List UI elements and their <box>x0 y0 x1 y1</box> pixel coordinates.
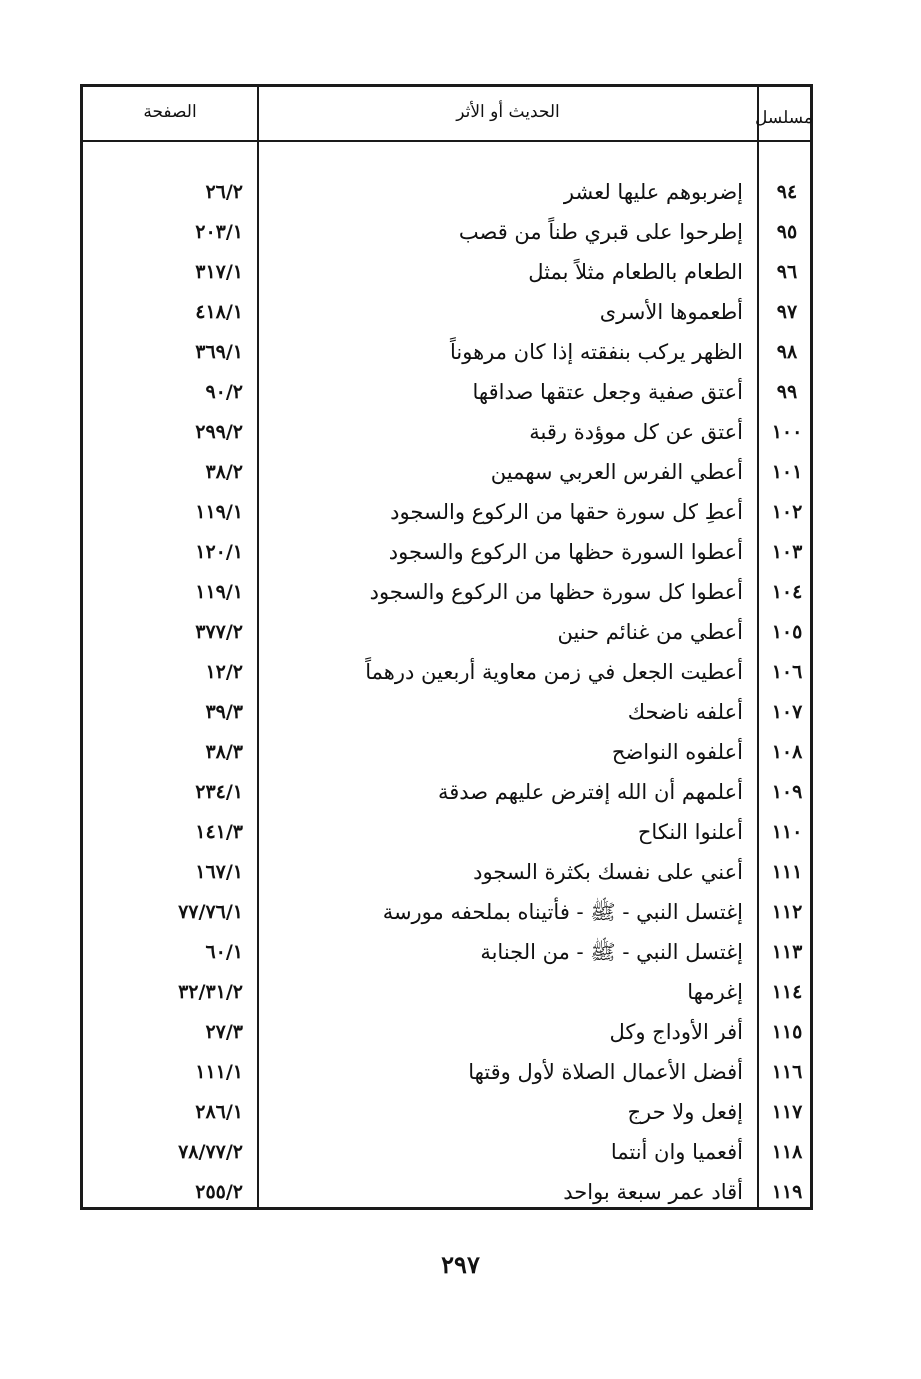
row-page-ref: ٢٦/٢ <box>205 181 243 203</box>
table-row <box>83 932 810 972</box>
row-serial: ١١٣ <box>771 941 803 963</box>
row-hadith-text: أقاد عمر سبعة بواحد <box>563 1180 743 1204</box>
row-page-ref: ٧٧/٧٦/١ <box>178 901 243 923</box>
row-hadith-text: أعطي من غنائم حنين <box>557 620 743 644</box>
table-row <box>83 812 810 852</box>
row-hadith-text: أعني على نفسك بكثرة السجود <box>473 860 743 884</box>
row-hadith-text: أعلفوه النواضح <box>611 740 743 764</box>
row-hadith-text: إضربوهم عليها لعشر <box>563 180 743 204</box>
row-hadith-text: أعتق عن كل موؤدة رقبة <box>529 420 743 444</box>
header-serial: مسلسل <box>755 108 813 128</box>
row-page-ref: ١١١/١ <box>195 1061 243 1083</box>
row-hadith-text: أعطِ كل سورة حقها من الركوع والسجود <box>390 500 743 524</box>
table-row <box>83 1052 810 1092</box>
table-row <box>83 732 810 772</box>
row-page-ref: ٢٧/٣ <box>205 1021 243 1043</box>
row-page-ref: ٣٧٧/٢ <box>195 621 243 643</box>
index-table <box>80 84 813 1210</box>
row-page-ref: ٤١٨/١ <box>195 301 243 323</box>
table-row <box>83 1012 810 1052</box>
table-row <box>83 852 810 892</box>
row-page-ref: ١٦٧/١ <box>195 861 243 883</box>
row-serial: ٩٧ <box>776 301 798 323</box>
row-serial: ١١٠ <box>771 821 803 843</box>
table-row <box>83 212 810 252</box>
row-hadith-text: أعطوا كل سورة حظها من الركوع والسجود <box>369 580 743 604</box>
table-row <box>83 692 810 732</box>
row-hadith-text: أعطيت الجعل في زمن معاوية أربعين درهماً <box>365 660 743 684</box>
row-page-ref: ٣٨/٣ <box>205 741 243 763</box>
row-page-ref: ٣١٧/١ <box>195 261 243 283</box>
row-page-ref: ٣٨/٢ <box>205 461 243 483</box>
table-row <box>83 252 810 292</box>
row-hadith-text: أعلمهم أن الله إفترض عليهم صدقة <box>437 780 743 804</box>
row-serial: ١١٥ <box>771 1021 803 1043</box>
table-row <box>83 652 810 692</box>
table-row <box>83 492 810 532</box>
table-header <box>83 87 813 142</box>
row-page-ref: ١١٩/١ <box>195 581 243 603</box>
row-hadith-text: أعلنوا النكاح <box>637 820 743 844</box>
row-page-ref: ١٢٠/١ <box>195 541 243 563</box>
table-row <box>83 612 810 652</box>
row-serial: ٩٤ <box>776 181 798 203</box>
row-page-ref: ٢٨٦/١ <box>195 1101 243 1123</box>
page-number: ٢٩٧ <box>441 1250 480 1279</box>
row-serial: ١٠٩ <box>771 781 803 803</box>
header-page: الصفحة <box>143 102 197 122</box>
row-page-ref: ٣٦٩/١ <box>195 341 243 363</box>
table-row <box>83 572 810 612</box>
row-page-ref: ٢٩٩/٢ <box>195 421 243 443</box>
table-row <box>83 532 810 572</box>
table-row <box>83 1092 810 1132</box>
row-page-ref: ١١٩/١ <box>195 501 243 523</box>
row-page-ref: ٧٨/٧٧/٢ <box>178 1141 243 1163</box>
row-serial: ١٠٧ <box>771 701 803 723</box>
table-row <box>83 372 810 412</box>
row-hadith-text: إغتسل النبي - ﷺ - من الجنابة <box>480 940 743 964</box>
table-row <box>83 972 810 1012</box>
table-row <box>83 772 810 812</box>
row-serial: ١٠٤ <box>771 581 803 603</box>
row-hadith-text: أطعموها الأسرى <box>599 300 743 324</box>
row-serial: ٩٩ <box>776 381 798 403</box>
table-row <box>83 412 810 452</box>
row-page-ref: ٦٠/١ <box>205 941 243 963</box>
row-serial: ١٠٥ <box>771 621 803 643</box>
row-serial: ١١٤ <box>771 981 803 1003</box>
row-hadith-text: الظهر يركب بنفقته إذا كان مرهوناً <box>449 340 743 364</box>
row-serial: ١١٨ <box>771 1141 803 1163</box>
row-serial: ١١٩ <box>771 1181 803 1203</box>
row-hadith-text: إغرمها <box>687 980 743 1004</box>
row-page-ref: ١٤١/٣ <box>195 821 243 843</box>
row-hadith-text: أعطوا السورة حظها من الركوع والسجود <box>388 540 743 564</box>
row-page-ref: ٢٥٥/٢ <box>195 1181 243 1203</box>
row-page-ref: ٣٢/٣١/٢ <box>178 981 243 1003</box>
row-serial: ٩٦ <box>776 261 798 283</box>
row-hadith-text: الطعام بالطعام مثلاً بمثل <box>528 260 743 284</box>
header-text: الحديث أو الأثر <box>456 102 560 122</box>
table-row <box>83 172 810 212</box>
row-page-ref: ٢٠٣/١ <box>195 221 243 243</box>
row-serial: ١١١ <box>771 861 803 883</box>
row-hadith-text: أعلفه ناضحك <box>627 700 743 724</box>
row-hadith-text: أعتق صفية وجعل عتقها صداقها <box>472 380 743 404</box>
row-page-ref: ٢٣٤/١ <box>195 781 243 803</box>
row-page-ref: ١٢/٢ <box>205 661 243 683</box>
row-hadith-text: أعطي الفرس العربي سهمين <box>490 460 743 484</box>
row-serial: ١١٧ <box>771 1101 803 1123</box>
row-hadith-text: أفعميا وان أنتما <box>610 1140 743 1164</box>
row-hadith-text: إغتسل النبي - ﷺ - فأتيناه بملحفه مورسة <box>382 900 743 924</box>
row-serial: ٩٥ <box>776 221 798 243</box>
row-hadith-text: إطرحوا على قبري طناً من قصب <box>458 220 743 244</box>
table-row <box>83 892 810 932</box>
table-body <box>83 172 810 1212</box>
row-serial: ١٠٠ <box>771 421 803 443</box>
row-serial: ٩٨ <box>776 341 798 363</box>
table-row <box>83 452 810 492</box>
row-serial: ١١٦ <box>771 1061 803 1083</box>
row-serial: ١٠٣ <box>771 541 803 563</box>
row-page-ref: ٩٠/٢ <box>205 381 243 403</box>
table-row <box>83 1172 810 1212</box>
row-serial: ١٠٨ <box>771 741 803 763</box>
table-row <box>83 332 810 372</box>
row-hadith-text: أفر الأوداج وكل <box>609 1020 743 1044</box>
row-hadith-text: أفضل الأعمال الصلاة لأول وقتها <box>468 1060 743 1084</box>
row-serial: ١٠١ <box>771 461 803 483</box>
row-serial: ١١٢ <box>771 901 803 923</box>
row-serial: ١٠٢ <box>771 501 803 523</box>
table-row <box>83 292 810 332</box>
row-serial: ١٠٦ <box>771 661 803 683</box>
row-page-ref: ٣٩/٣ <box>205 701 243 723</box>
table-row <box>83 1132 810 1172</box>
row-hadith-text: إفعل ولا حرج <box>627 1100 743 1124</box>
